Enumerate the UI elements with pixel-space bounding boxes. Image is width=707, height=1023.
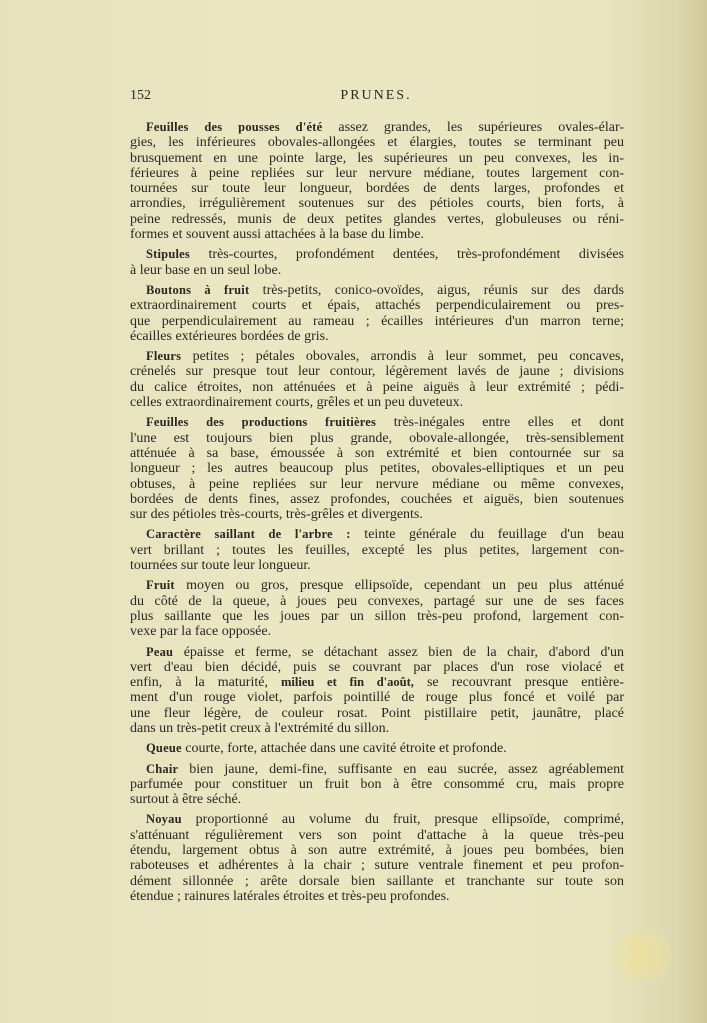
text-line <box>130 135 624 150</box>
text-line <box>130 828 624 843</box>
paragraph-lead: Chair <box>146 761 179 776</box>
paragraph <box>130 812 624 904</box>
text-line <box>130 507 624 522</box>
paragraph <box>130 247 624 278</box>
text-line <box>130 349 624 364</box>
paragraph <box>130 578 624 639</box>
line-text: petites ; pétales obovales, arrondis à leur sommet, peu concaves, <box>181 349 624 365</box>
line-text: écailles extérieures bordées de gris. <box>130 328 329 344</box>
line-text: raboteuses et adhérentes à la chair ; suture ventrale finement et peu profon- <box>130 858 624 874</box>
text-line <box>130 227 624 242</box>
line-text: parfumée pour constituer un fruit bon à être consommé cru, mais propre <box>130 776 624 792</box>
page-body <box>130 115 624 904</box>
text-line <box>130 609 624 624</box>
line-text: à leur base en un seul lobe. <box>130 262 282 278</box>
text-line <box>130 212 624 227</box>
text-line <box>130 461 624 476</box>
line-text: vexe par la face opposée. <box>130 624 272 640</box>
paragraph <box>130 762 624 808</box>
line-text: bordées de dents fines, assez profondes, couchées et aiguës, bien soutenues <box>130 491 624 507</box>
paragraph-lead: Caractère saillant de l'arbre : <box>146 527 351 542</box>
line-text: dément sillonnée ; arête dorsale bien saillante et tranchante sur toute son <box>130 873 624 889</box>
text-line <box>130 594 624 609</box>
paragraph-lead: Noyau <box>146 812 182 827</box>
paragraph <box>130 527 624 573</box>
line-text: moyen ou gros, presque ellipsoïde, cependant un peu plus atténué <box>174 578 624 594</box>
line-text: vert d'eau bien décidé, puis se couvrant par places d'un rose violacé et <box>130 659 624 675</box>
text-line <box>130 527 624 542</box>
line-text: formes et souvent aussi attachées à la base du limbe. <box>130 227 424 243</box>
line-text: vert brillant ; toutes les feuilles, excepté les plus petites, largement con- <box>130 542 624 558</box>
line-text: obtuses, à peine repliées sur leur nervure médiane ou même convexes, <box>130 476 624 492</box>
line-text: étendu, largement obtus à son autre extrémité, à joues peu bombées, bien <box>130 843 624 859</box>
line-text: une fleur légère, de couleur rosat. Point pistillaire petit, jaunâtre, placé <box>130 705 624 721</box>
paragraph-lead: Feuilles des pousses d'été <box>146 120 323 134</box>
text-line <box>130 283 624 298</box>
line-text: longueur ; les autres beaucoup plus petites, obovales-elliptiques et un peu <box>130 461 624 477</box>
line-text: très-petits, conico-ovoïdes, aigus, réunis sur des dards <box>249 282 624 298</box>
text-line <box>130 578 624 593</box>
paragraph-lead: Fleurs <box>146 349 182 364</box>
paragraph <box>130 283 624 344</box>
text-line <box>130 558 624 573</box>
text-line <box>130 874 624 889</box>
line-text: plus saillante que les joues par un sillon très-peu profond, largement con- <box>130 608 624 624</box>
line-text: teinte générale du feuillage d'un beau <box>350 527 625 543</box>
text-line <box>130 120 624 135</box>
line-text: du calice étroites, non atténuées et à peine aiguës à leur extrémité ; pédi- <box>130 379 624 395</box>
line-text: arrondies, irrégulièrement soutenues sur des pétioles courts, bien forts, à <box>130 196 624 212</box>
text-line <box>130 843 624 858</box>
text-line <box>130 380 624 395</box>
text-line <box>130 263 624 278</box>
paragraph <box>130 741 624 756</box>
line-text: gies, les inférieures obovales-allongées et élargies, toutes se terminant peu <box>130 135 624 151</box>
paragraph <box>130 415 624 522</box>
inline-bold-text: milieu et fin d'août, <box>281 675 414 690</box>
text-line <box>130 415 624 430</box>
line-text: du côté de la queue, à joues peu convexes, partagé sur une de ses faces <box>130 593 624 609</box>
text-line <box>130 446 624 461</box>
line-text: férieures à peine repliées sur leur nervure médiane, toutes largement con- <box>130 165 624 181</box>
line-text: tournées sur toute leur longueur, bordées de dents larges, profondes et <box>130 181 624 197</box>
text-line <box>130 151 624 166</box>
text-line <box>130 298 624 313</box>
line-text: que perpendiculairement au rameau ; écailles intérieures d'un marron terne; <box>130 313 624 329</box>
text-line <box>130 858 624 873</box>
text-line <box>130 181 624 196</box>
line-text: tournées sur toute leur longueur. <box>130 558 311 574</box>
text-line <box>130 675 624 690</box>
text-line <box>130 690 624 705</box>
text-line <box>130 889 624 904</box>
line-text: proportionné au volume du fruit, presque ellipsoïde, comprimé, <box>181 812 624 828</box>
text-line <box>130 706 624 721</box>
line-text: bien jaune, demi-fine, suffisante en eau sucrée, assez agréablement <box>178 761 624 777</box>
line-text: très-courtes, profondément dentées, très-profondément divisées <box>189 247 624 263</box>
text-line <box>130 364 624 379</box>
text-line <box>130 792 624 807</box>
text-line <box>130 247 624 262</box>
line-text: extraordinairement courts et épais, attachés perpendiculairement ou pres- <box>130 298 624 314</box>
line-text: brusquement en une pointe large, les supérieures un peu convexes, les in- <box>130 150 624 166</box>
line-text: étendue ; rainures latérales étroites et très-peu profondes. <box>130 888 450 904</box>
paragraph-lead: Peau <box>146 644 174 659</box>
paragraph <box>130 120 624 242</box>
text-line <box>130 762 624 777</box>
paragraph-lead: Feuilles des productions fruitières <box>146 415 377 430</box>
paragraph-lead: Fruit <box>146 578 175 593</box>
text-line <box>130 492 624 507</box>
paragraph-lead: Stipules <box>146 247 190 262</box>
line-text: celles extraordinairement courts, grêles et un peu duveteux. <box>130 395 464 411</box>
text-line <box>130 543 624 558</box>
text-line <box>130 741 624 756</box>
line-text: épaisse et ferme, se détachant assez bien de la chair, d'abord d'un <box>173 644 624 660</box>
line-text: ment d'un rouge violet, parfois pointillé de rouge plus foncé et voilé par <box>130 690 624 706</box>
line-text: peine redressés, munis de deux petites glandes vertes, globuleuses ou réni- <box>130 211 624 227</box>
text-line <box>130 166 624 181</box>
paragraph-lead: Queue <box>146 741 182 756</box>
text-line <box>130 721 624 736</box>
line-text: l'une est toujours bien plus grande, obovale-allongée, très-sensiblement <box>130 430 624 446</box>
text-line <box>130 624 624 639</box>
running-title: PRUNES. <box>340 88 412 103</box>
line-text: sur des pétioles très-courts, très-grêles et divergents. <box>130 507 423 523</box>
text-line <box>130 196 624 211</box>
line-text: atténuée à sa base, émoussée à son extrémité et bien contournée sur sa <box>130 445 624 461</box>
text-line <box>130 329 624 344</box>
text-line <box>130 777 624 792</box>
text-line <box>130 660 624 675</box>
text-line <box>130 812 624 827</box>
line-text: dans un très-petit creux à l'extrémité du sillon. <box>130 720 390 736</box>
paragraph <box>130 349 624 410</box>
line-text: s'atténuant régulièrement vers son point d'attache à la queue très-peu <box>130 827 624 843</box>
text-line <box>130 645 624 660</box>
line-text: très-inégales entre elles et dont <box>376 415 624 431</box>
page-header <box>130 88 622 106</box>
text-line <box>130 431 624 446</box>
line-text: crénelés sur presque tout leur contour, légèrement lavés de jaune ; divisions <box>130 364 624 380</box>
line-text: courte, forte, attachée dans une cavité étroite et profonde. <box>181 741 507 757</box>
text-line <box>130 314 624 329</box>
paragraph <box>130 645 624 737</box>
line-text: enfin, à la maturité, <box>130 675 282 691</box>
text-line <box>130 395 624 410</box>
line-text: surtout à être séché. <box>130 792 242 808</box>
paragraph-lead: Boutons à fruit <box>146 282 250 297</box>
line-text: se recouvrant presque entière- <box>413 675 624 691</box>
text-line <box>130 477 624 492</box>
line-text: assez grandes, les supérieures ovales-élar- <box>322 120 625 135</box>
paper-stain <box>612 930 672 980</box>
page-number: 152 <box>130 88 151 103</box>
